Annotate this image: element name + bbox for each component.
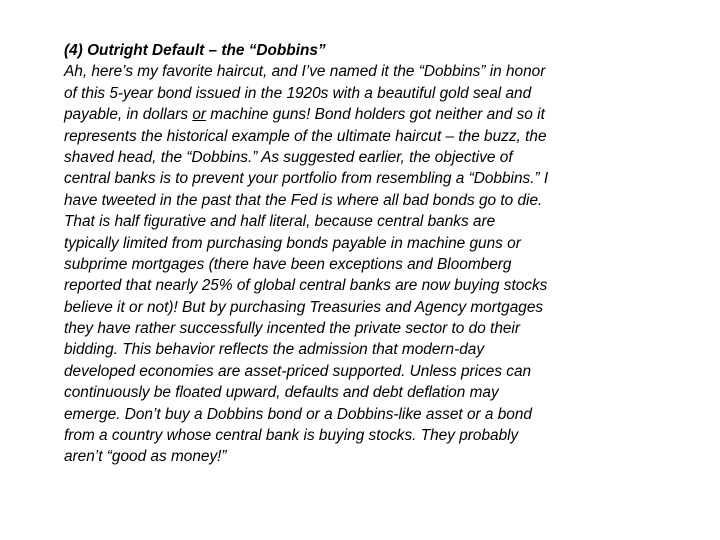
text-line: Ah, here’s my favorite haircut, and I’ve named it the “Dobbins” in honor [64, 63, 546, 81]
text-line [64, 104, 650, 125]
text-line: reported that nearly 25% of global central banks are now buying stocks [64, 277, 548, 295]
text-line: emerge. Don’t buy a Dobbins bond or a Dobbins-like asset or a bond [64, 405, 532, 423]
text-line: from a country whose central bank is buying stocks. They probably [64, 427, 519, 445]
text-line: have tweeted in the past that the Fed is where all bad bonds go to die. [64, 191, 543, 209]
text-fragment: machine guns! Bond holders got neither and so it [206, 106, 545, 124]
text-line: typically limited from purchasing bonds payable in machine guns or [64, 234, 521, 252]
text-fragment: payable, in dollars [64, 106, 193, 124]
text-block [64, 40, 650, 468]
text-line: central banks is to prevent your portfolio from resembling a “Dobbins.” I [64, 170, 549, 188]
text-line: aren’t “good as money!” [64, 448, 227, 466]
text-line: represents the historical example of the ultimate haircut – the buzz, the [64, 127, 547, 145]
section-title: (4) Outright Default – the “Dobbins” [64, 42, 326, 59]
text-line: developed economies are asset-priced supported. Unless prices can [64, 362, 532, 380]
text-line: of this 5-year bond issued in the 1920s with a beautiful gold seal and [64, 84, 532, 102]
text-line: bidding. This behavior reflects the admission that modern-day [64, 341, 485, 359]
text-line: shaved head, the “Dobbins.” As suggested earlier, the objective of [64, 148, 513, 166]
text-line: believe it or not)! But by purchasing Treasuries and Agency mortgages [64, 298, 544, 316]
text-line: they have rather successfully incented the private sector to do their [64, 320, 520, 338]
text-line: subprime mortgages (there have been exceptions and Bloomberg [64, 255, 512, 273]
underlined-word: or [192, 106, 207, 124]
text-line: continuously be floated upward, defaults and debt deflation may [64, 384, 499, 402]
text-line: That is half figurative and half literal, because central banks are [64, 213, 496, 231]
